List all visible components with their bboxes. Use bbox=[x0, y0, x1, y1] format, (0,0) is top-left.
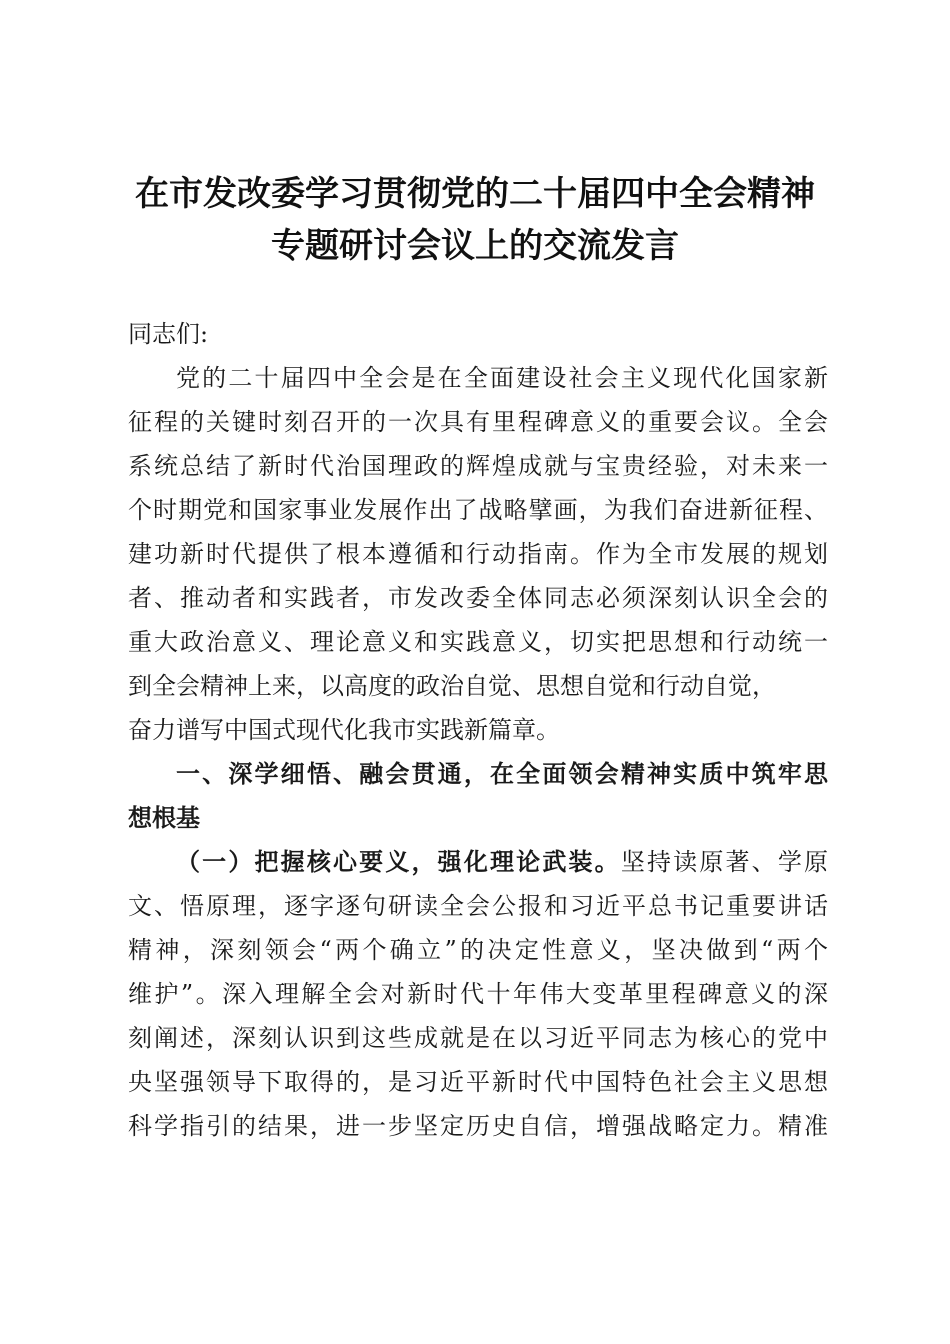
paragraph-1-line: 重大政治意义、理论意义和实践意义，切实把思想和行动统一 bbox=[128, 628, 828, 656]
paragraph-2-lead-text: 坚持读原著、学原 bbox=[620, 848, 829, 876]
paragraph-2-line: 刻阐述，深刻认识到这些成就是在以习近平同志为核心的党中 bbox=[128, 1024, 828, 1052]
document-body bbox=[128, 312, 828, 1148]
paragraph-2-line: 央坚强领导下取得的，是习近平新时代中国特色社会主义思想 bbox=[128, 1068, 828, 1096]
title-line-1: 在市发改委学习贯彻党的二十届四中全会精神 bbox=[135, 174, 815, 214]
paragraph-1-line: 者、推动者和实践者，市发改委全体同志必须深刻认识全会的 bbox=[128, 584, 828, 612]
paragraph-2-line: 文、悟原理，逐字逐句研读全会公报和习近平总书记重要讲话 bbox=[128, 892, 828, 920]
paragraph-1-line: 到全会精神上来，以高度的政治自觉、思想自觉和行动自觉， bbox=[128, 672, 776, 700]
paragraph-1-line: 奋力谱写中国式现代化我市实践新篇章。 bbox=[128, 716, 560, 744]
paragraph-1-line: 系统总结了新时代治国理政的辉煌成就与宝贵经验，对未来一 bbox=[128, 452, 828, 480]
paragraph-1-line: 建功新时代提供了根本遵循和行动指南。作为全市发展的规划 bbox=[128, 540, 828, 568]
paragraph-2 bbox=[128, 840, 828, 1148]
paragraph-1-line: 个时期党和国家事业发展作出了战略擘画，为我们奋进新征程、 bbox=[128, 496, 828, 524]
paragraph-1-line: 征程的关键时刻召开的一次具有里程碑意义的重要会议。全会 bbox=[128, 408, 828, 436]
paragraph-2-line: 精神，深刻领会“两个确立”的决定性意义，坚决做到“两个 bbox=[128, 936, 828, 964]
document-title bbox=[100, 168, 850, 272]
paragraph-2-line: 维护”。深入理解全会对新时代十年伟大变革里程碑意义的深 bbox=[128, 980, 828, 1008]
subheading-1: （一）把握核心要义，强化理论武装。 bbox=[176, 847, 621, 876]
salutation: 同志们: bbox=[128, 320, 209, 348]
paragraph-1-line: 党的二十届四中全会是在全面建设社会主义现代化国家新 bbox=[176, 364, 828, 392]
paragraph-2-first-line bbox=[128, 840, 828, 884]
section-heading-line: 一、深学细悟、融会贯通，在全面领会精神实质中筑牢思 bbox=[176, 760, 828, 788]
section-heading-line: 想根基 bbox=[128, 804, 200, 832]
section-heading-1 bbox=[128, 752, 828, 840]
paragraph-1 bbox=[128, 356, 828, 752]
paragraph-2-line: 科学指引的结果，进一步坚定历史自信，增强战略定力。精准 bbox=[128, 1112, 828, 1140]
title-line-2: 专题研讨会议上的交流发言 bbox=[271, 226, 679, 266]
